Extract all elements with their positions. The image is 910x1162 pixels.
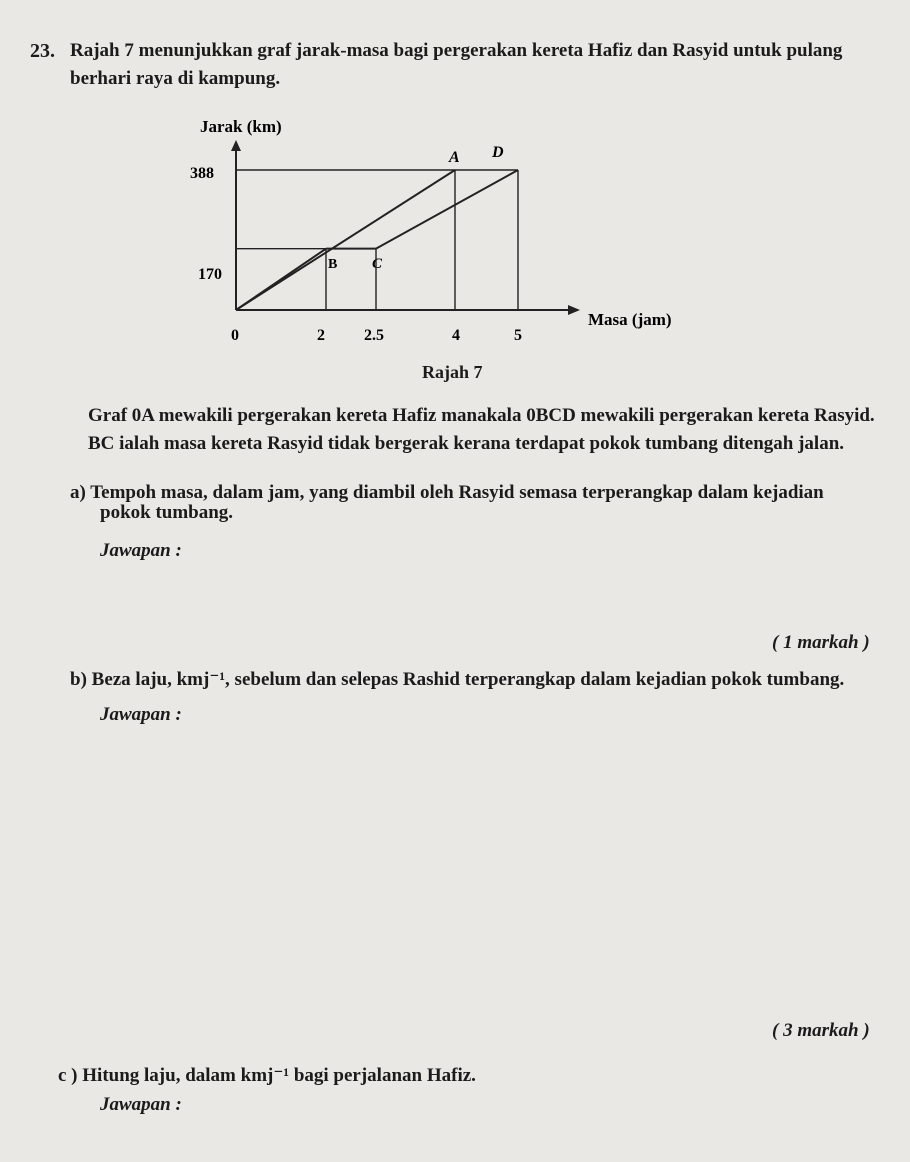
x-tick-2: 2 xyxy=(317,327,325,344)
x-tick-4: 4 xyxy=(452,327,460,344)
part-c-question: c ) Hitung laju, dalam kmj⁻¹ bagi perjalanan Hafiz. xyxy=(58,1065,476,1086)
part-b-marks: ( 3 markah ) xyxy=(772,1020,870,1041)
figure-caption: Rajah 7 xyxy=(422,362,483,382)
part-a-answer-label: Jawapan : xyxy=(100,540,182,561)
y-axis-arrow-icon xyxy=(231,140,241,151)
part-b-question: b) Beza laju, kmj⁻¹, sebelum dan selepas Rashid terperangkap dalam kejadian pokok tumbang. xyxy=(70,669,845,690)
question-number: 23. xyxy=(30,40,55,62)
x-tick-0: 0 xyxy=(231,327,239,344)
point-label-b: B xyxy=(328,257,338,272)
point-label-d: D xyxy=(492,144,504,161)
part-c-answer-label: Jawapan : xyxy=(100,1094,182,1115)
series-obcd-segment xyxy=(376,170,518,249)
series-oa-segment xyxy=(236,170,455,310)
point-label-a: A xyxy=(449,149,460,166)
description-line2: BC ialah masa kereta Rasyid tidak bergerak kerana terdapat pokok tumbang ditengah jalan. xyxy=(88,433,845,454)
y-tick-170: 170 xyxy=(198,266,222,283)
part-a-marks: ( 1 markah ) xyxy=(772,632,870,653)
distance-time-graph xyxy=(0,0,910,400)
question-text-line1: Rajah 7 menunjukkan graf jarak-masa bagi pergerakan kereta Hafiz dan Rasyid untuk pulang xyxy=(70,40,843,61)
description-line1: Graf 0A mewakili pergerakan kereta Hafiz manakala 0BCD mewakili pergerakan kereta Rasyid. xyxy=(88,405,875,426)
point-label-c: C xyxy=(372,256,383,272)
y-axis-title: Jarak (km) xyxy=(200,117,282,136)
x-tick-5: 5 xyxy=(514,327,522,344)
part-b-answer-label: Jawapan : xyxy=(100,704,182,725)
x-tick-2-5: 2.5 xyxy=(364,327,384,344)
plot-layer xyxy=(236,170,518,310)
y-tick-388: 388 xyxy=(190,165,214,182)
x-axis-arrow-icon xyxy=(568,305,580,315)
part-a-question-line1: a) Tempoh masa, dalam jam, yang diambil oleh Rasyid semasa terperangkap dalam kejadian xyxy=(70,482,824,503)
question-text-line2: berhari raya di kampung. xyxy=(70,68,281,89)
x-axis-title: Masa (jam) xyxy=(588,310,672,329)
series-obcd-segment xyxy=(236,249,326,310)
part-a-question-line2: pokok tumbang. xyxy=(100,502,234,523)
